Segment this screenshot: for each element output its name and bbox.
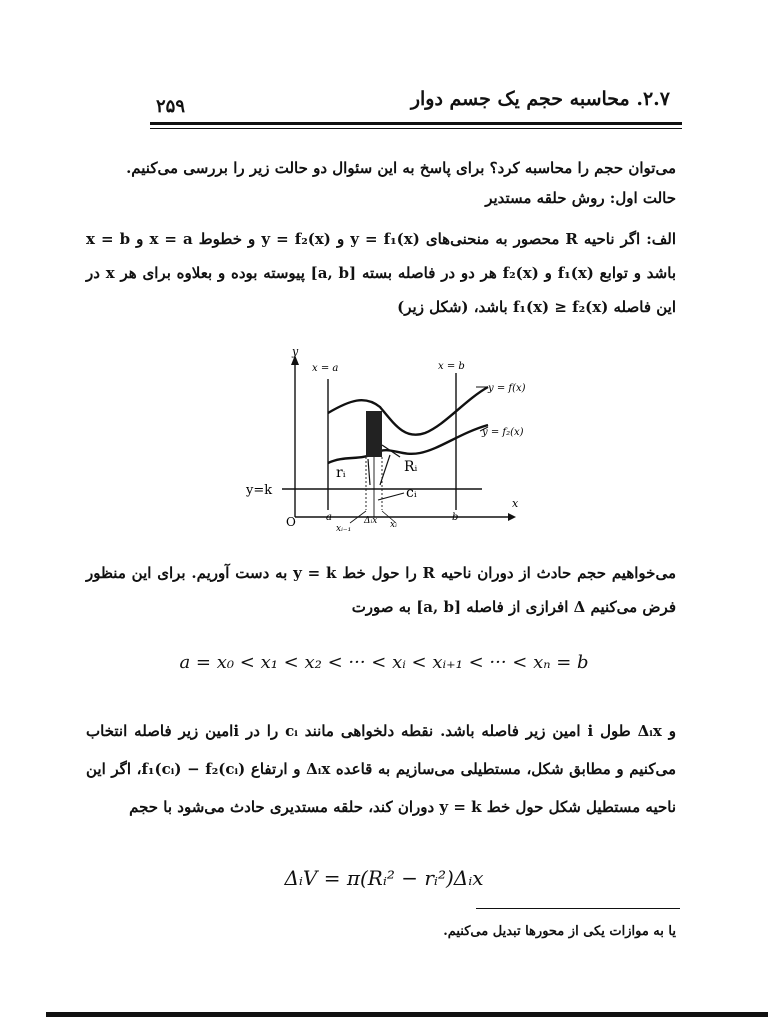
label-f2: y = f₂(x) <box>482 427 524 438</box>
curve-f1 <box>328 387 488 435</box>
region-figure <box>240 345 530 535</box>
partition-equation: a = x₀ < x₁ < x₂ < ··· < xᵢ < xᵢ₊₁ < ··· < xₙ = b <box>179 652 589 673</box>
label-Ri: Rᵢ <box>404 459 418 475</box>
footnote-rule <box>476 908 680 909</box>
label-ri: rᵢ <box>336 465 346 481</box>
radius-R-arrow <box>380 455 390 485</box>
page-number: ۲۵۹ <box>156 96 186 117</box>
curve-f2 <box>328 425 488 463</box>
header-rule-bottom <box>150 128 682 129</box>
paragraph-goal: می‌خواهیم حجم حادث از دوران ناحیه R را حول خط y = k به دست آوریم. برای این منظور فرض می‌کنیم Δ افرازی از فاصله [a, b] به صورت <box>86 564 676 616</box>
y-axis-label: y <box>292 345 299 358</box>
footnote: یا به موازات یکی از محورها تبدیل می‌کنیم. <box>443 924 676 939</box>
label-x-b: x = b <box>438 361 465 372</box>
intro-line: می‌توان حجم را محاسبه کرد؟ برای پاسخ به این سئوال دو حالت زیر را بررسی می‌کنیم. <box>126 159 676 177</box>
paragraph-a: الف: اگر ناحیه R محصور به منحنی‌های y = f₁(x) و y = f₂(x) و خطوط x = a و x = b باشد و توابع f₁(x) و f₂(x) هر دو در فاصله بسته [a, b] پیوسته بوده و بعلاوه برای هر x در این فاصله f₁(x) ≥ f₂(x) باشد، (شکل زیر) <box>86 230 677 316</box>
label-x-a: x = a <box>312 363 339 374</box>
x-axis-arrow <box>508 513 516 521</box>
case-heading: حالت اول: روش حلقه مستدیر <box>485 189 676 207</box>
page-bottom-rule <box>46 1012 768 1017</box>
label-ci: cᵢ <box>406 485 417 501</box>
x-axis-label: x <box>512 497 519 510</box>
label-y-k: y=k <box>246 483 273 498</box>
radius-r-arrow <box>368 459 370 485</box>
label-origin: O <box>286 515 296 529</box>
paragraph-ring: و Δᵢx طول i امین زیر فاصله باشد. نقطه دلخواهی مانند cᵢ را در iامین زیر فاصله انتخاب می‌کنیم و مطابق شکل، مستطیلی می‌سازیم به قاعده Δᵢx و ارتفاع f₁(cᵢ) − f₂(cᵢ)، اگر این ناحیه مستطیل شکل حول خط y = k دوران کند، حلقه مستدیری حادث می‌شود با حجم <box>86 722 677 816</box>
label-dix: Δᵢx <box>364 516 378 526</box>
label-f1: y = f(x) <box>488 383 526 394</box>
volume-equation: ΔᵢV = π(Rᵢ² − rᵢ²)Δᵢx <box>284 866 484 890</box>
strip-rectangle <box>366 411 382 457</box>
label-xim1: xᵢ₋₁ <box>336 524 352 534</box>
section-title: ۲.۷. محاسبه حجم یک جسم دوار <box>410 88 670 110</box>
label-b: b <box>452 512 459 523</box>
label-xi: xᵢ <box>390 520 397 530</box>
header-rule-top <box>150 122 682 125</box>
label-a: a <box>326 512 332 523</box>
